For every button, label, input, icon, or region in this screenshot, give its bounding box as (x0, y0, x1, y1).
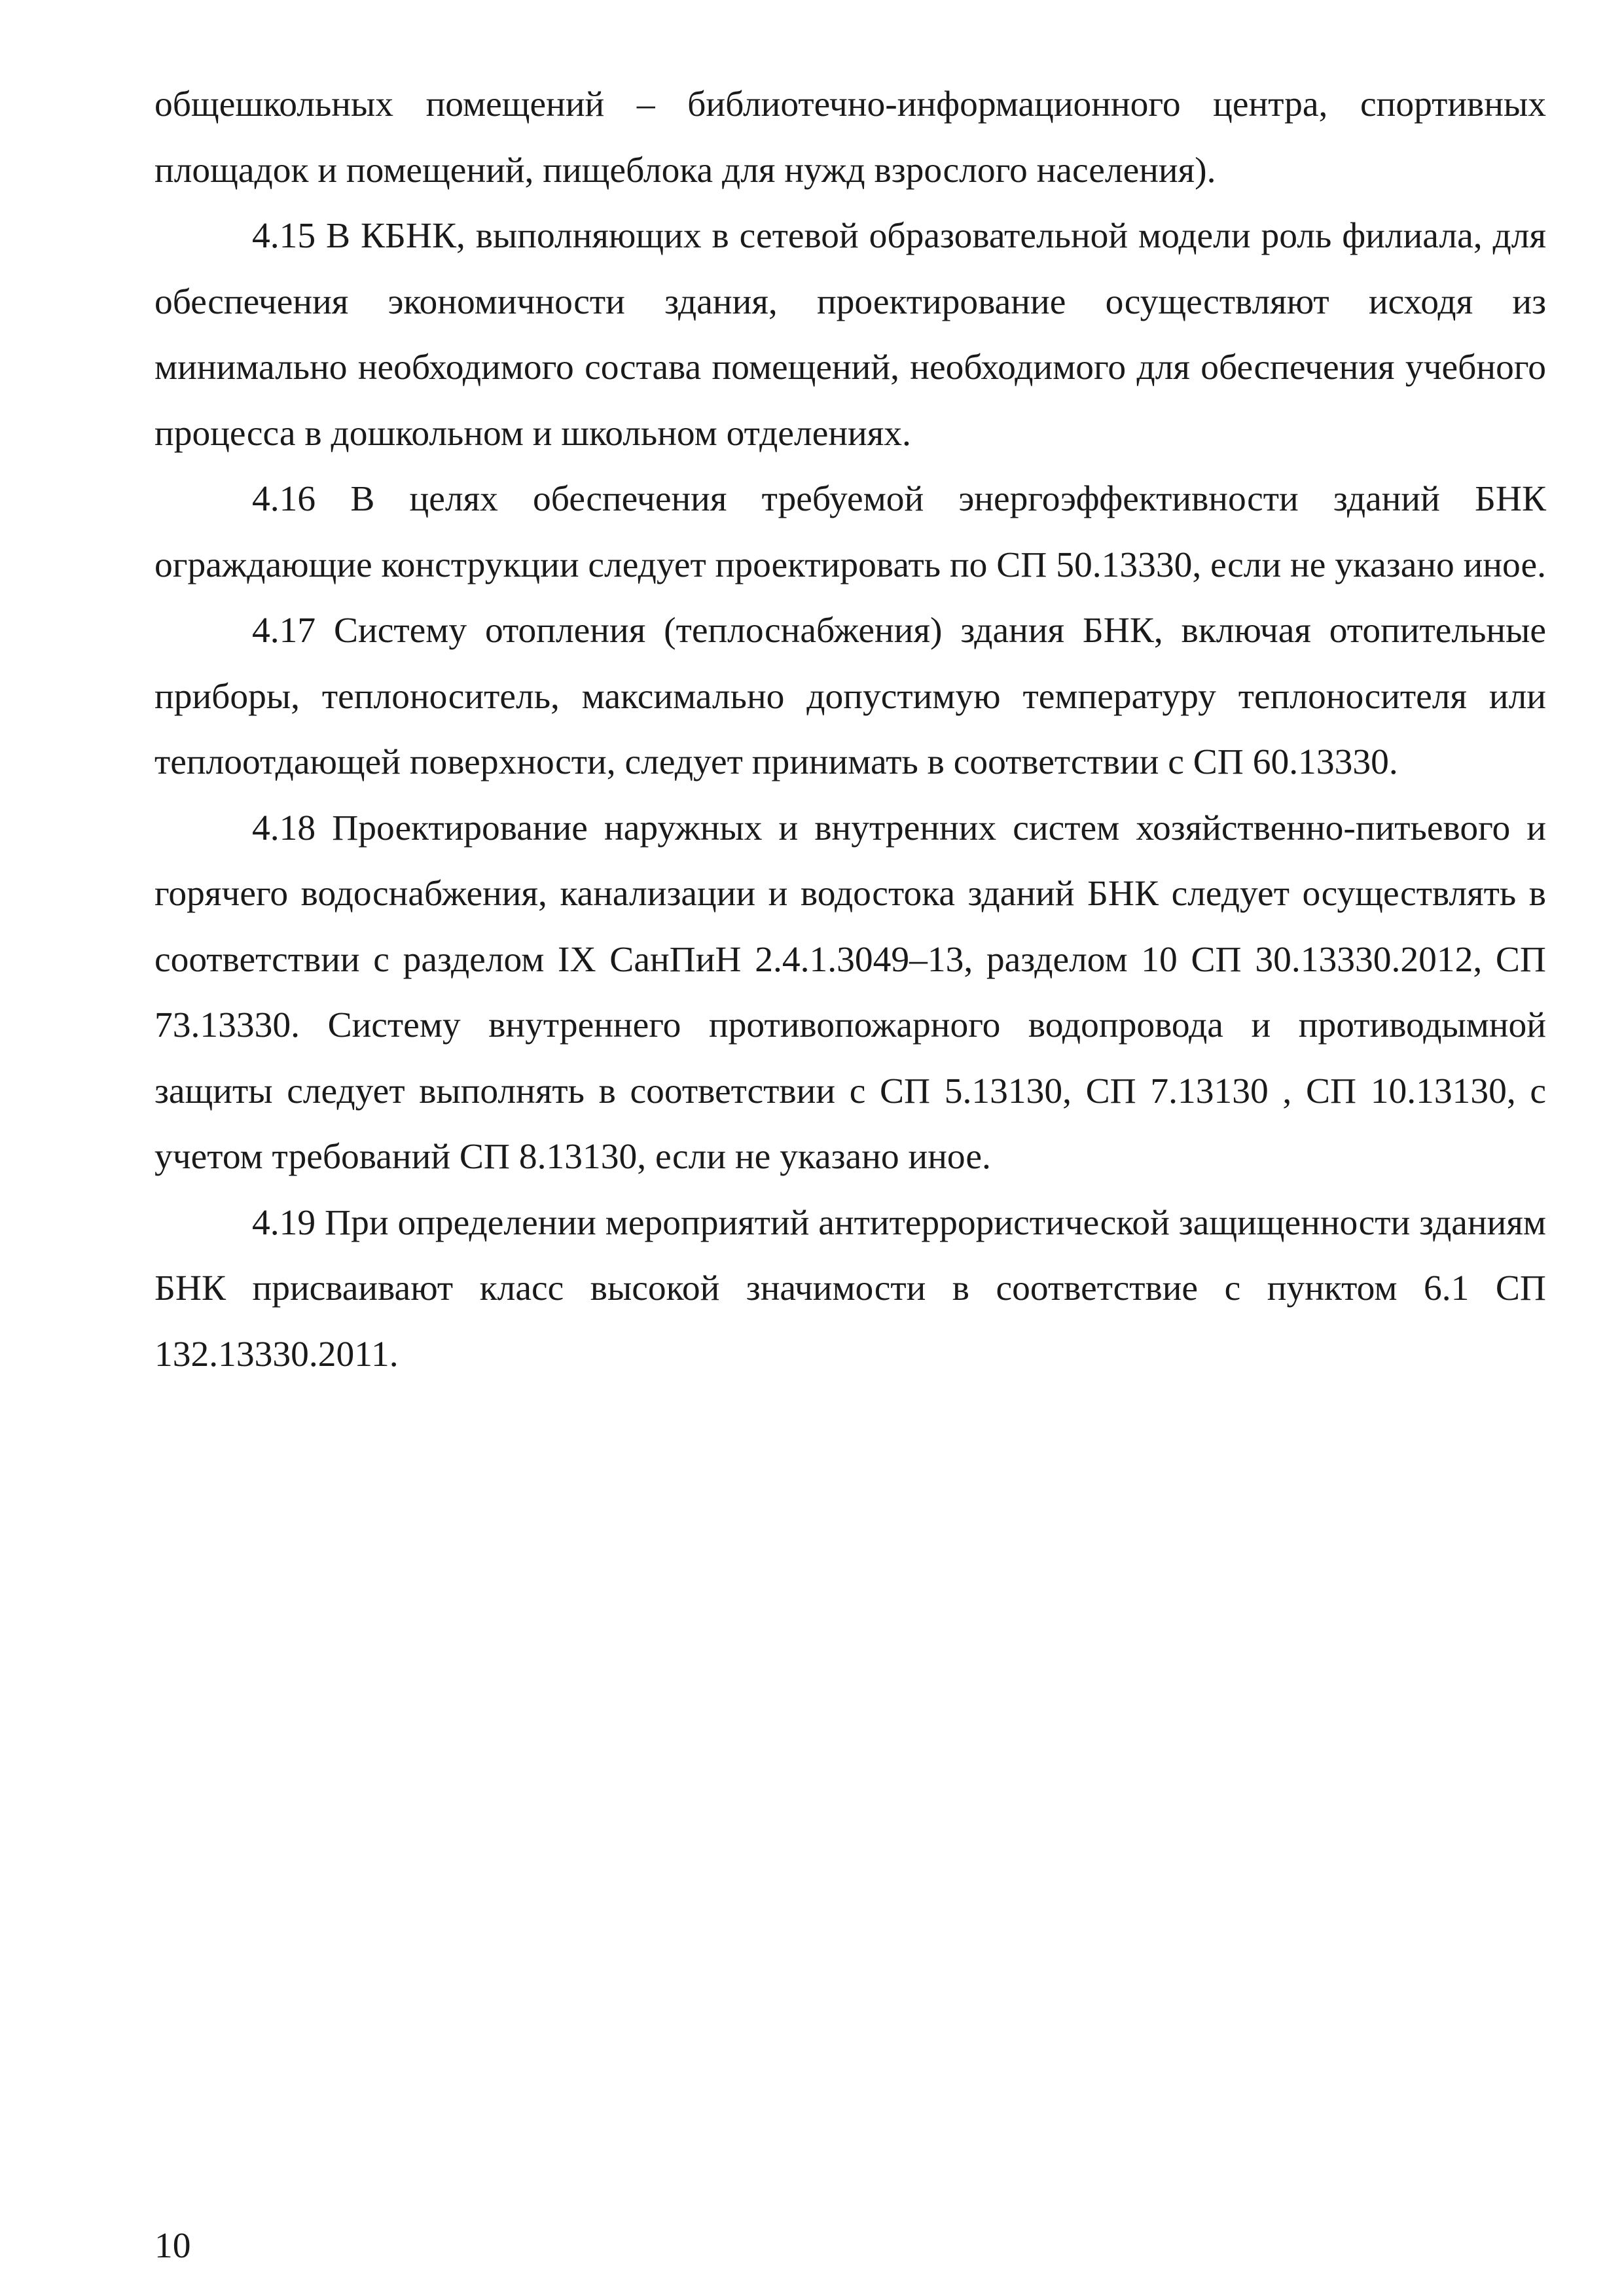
paragraph-4-18: 4.18 Проектирование наружных и внутренних систем хозяйственно-питьевого и горячего водоснабжения, канализации и водостока зданий БНК следует осуществлять в соответствии с разделом IX СанПиН 2.4.1.3049–13, разделом 10 СП 30.13330.2012, СП 73.13330. Систему внутреннего противопожарного водопровода и противодымной защиты следует выполнять в соответствии с СП 5.13130, СП 7.13130 , СП 10.13130, с учетом требований СП 8.13130, если не указано иное. (154, 808, 1546, 1177)
paragraph-4-17: 4.17 Систему отопления (теплоснабжения) здания БНК, включая отопительные приборы, теплоноситель, максимально допустимую температуру теплоносителя или теплоотдающей поверхности, следует принимать в соответствии с СП 60.13330. (154, 611, 1546, 782)
page-number: 10 (154, 2226, 191, 2266)
paragraph-4-19: 4.19 При определении мероприятий антитеррористической защищенности зданиям БНК присваивают класс высокой значимости в соответствие с пунктом 6.1 СП 132.13330.2011. (154, 1202, 1546, 1374)
paragraph-4-16: 4.16 В целях обеспечения требуемой энергоэффективности зданий БНК ограждающие конструкции следует проектировать по СП 50.13330, если не указано иное. (154, 479, 1546, 585)
paragraph-continuation: общешкольных помещений – библиотечно-информационного центра, спортивных площадок и помещений, пищеблока для нужд взрослого населения). (154, 84, 1546, 190)
paragraph-4-15: 4.15 В КБНК, выполняющих в сетевой образовательной модели роль филиала, для обеспечения экономичности здания, проектирование осуществляют исходя из минимально необходимого состава помещений, необходимого для обеспечения учебного процесса в дошкольном и школьном отделениях. (154, 216, 1546, 454)
body-text (154, 72, 1546, 1388)
